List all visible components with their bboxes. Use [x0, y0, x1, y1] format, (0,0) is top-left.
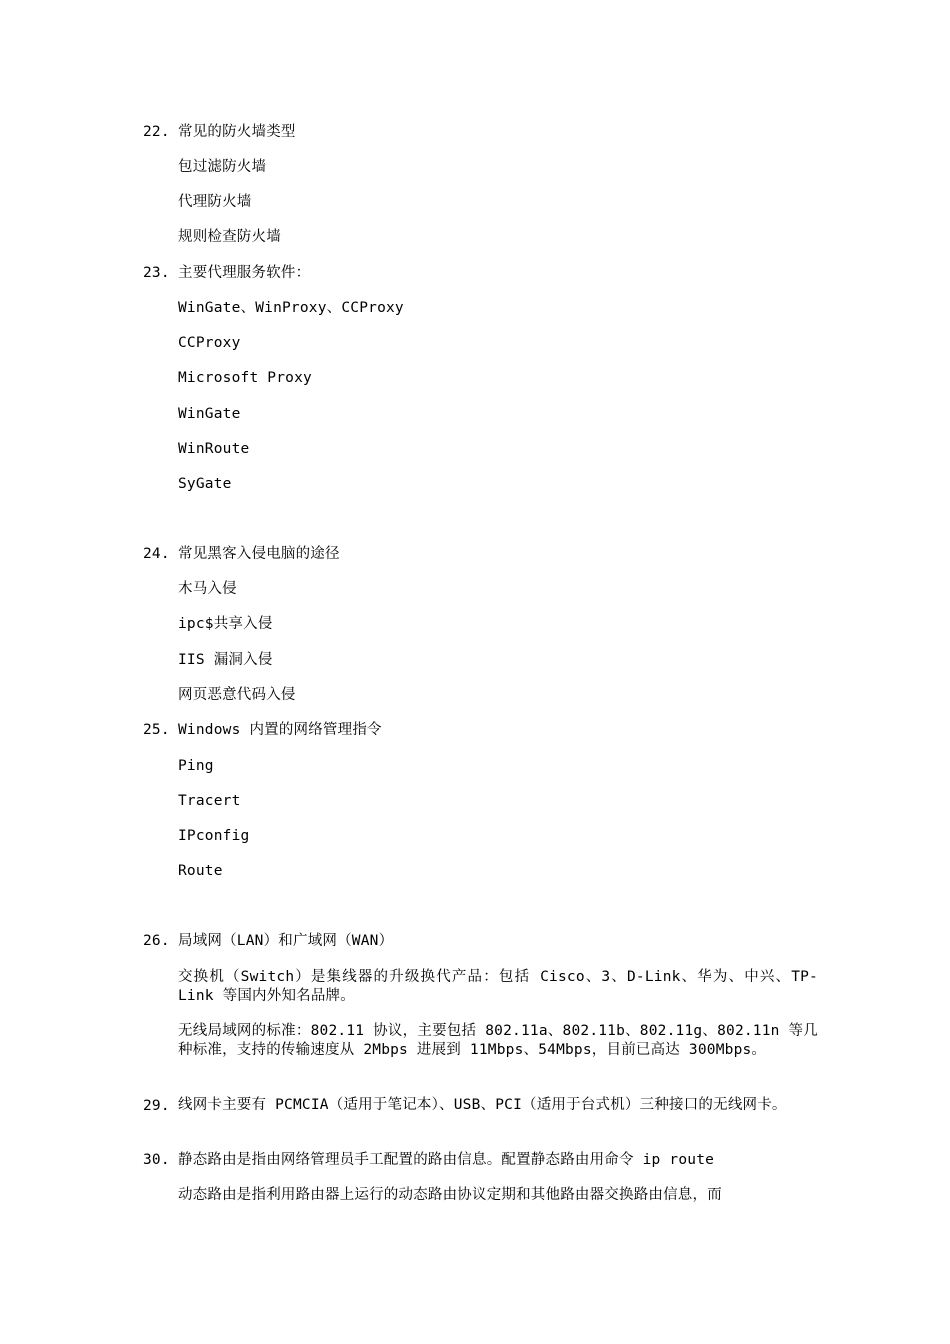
paragraph-wireless: 无线局域网的标准：802.11 协议，主要包括 802.11a、802.11b、802.11g、802.11n 等几种标准，支持的传输速度从 2Mbps 进展到 11Mbps、54Mbps，目前已高达 300Mbps。: [178, 1023, 818, 1058]
sub-item: WinGate、WinProxy、CCProxy: [178, 300, 404, 316]
sub-item: 代理防火墙: [178, 194, 252, 210]
sub-item: SyGate: [178, 476, 232, 492]
sub-item: Route: [178, 863, 223, 879]
item-number: 23.: [143, 265, 170, 281]
paragraph-item-30: 静态路由是指由网络管理员手工配置的路由信息。配置静态路由用命令 ip route: [178, 1152, 715, 1168]
item-number: 25.: [143, 722, 170, 738]
item-number: 29.: [143, 1098, 170, 1114]
item-title: 常见的防火墙类型: [178, 124, 296, 140]
paragraph-item-29: 线网卡主要有 PCMCIA（适用于笔记本）、USB、PCI（适用于台式机）三种接口的无线网卡。: [178, 1097, 787, 1113]
item-number: 24.: [143, 546, 170, 562]
sub-item: Microsoft Proxy: [178, 370, 312, 386]
item-title: 主要代理服务软件：: [178, 265, 311, 281]
paragraph-item-30-continued: 动态路由是指利用路由器上运行的动态路由协议定期和其他路由器交换路由信息，而: [178, 1187, 722, 1203]
sub-item: 规则检查防火墙: [178, 229, 281, 245]
sub-item: 网页恶意代码入侵: [178, 687, 296, 703]
paragraph-switch: 交换机（Switch）是集线器的升级换代产品：包括 Cisco、3、D-Link、华为、中兴、TP-Link 等国内外知名品牌。: [178, 969, 818, 1004]
sub-item: WinRoute: [178, 441, 250, 457]
item-title: 常见黑客入侵电脑的途径: [178, 546, 340, 562]
sub-item: Ping: [178, 758, 214, 774]
sub-item: WinGate: [178, 406, 241, 422]
sub-item: ipc$共享入侵: [178, 616, 273, 632]
sub-item: 包过滤防火墙: [178, 159, 267, 175]
item-number: 22.: [143, 124, 170, 140]
sub-item: CCProxy: [178, 335, 241, 351]
sub-item: Tracert: [178, 793, 241, 809]
item-title: Windows 内置的网络管理指令: [178, 722, 382, 738]
sub-item: IIS 漏洞入侵: [178, 652, 273, 668]
item-number: 30.: [143, 1152, 170, 1168]
item-number: 26.: [143, 933, 170, 949]
item-title: 局域网（LAN）和广域网（WAN）: [178, 933, 394, 949]
sub-item: IPconfig: [178, 828, 250, 844]
sub-item: 木马入侵: [178, 581, 237, 597]
